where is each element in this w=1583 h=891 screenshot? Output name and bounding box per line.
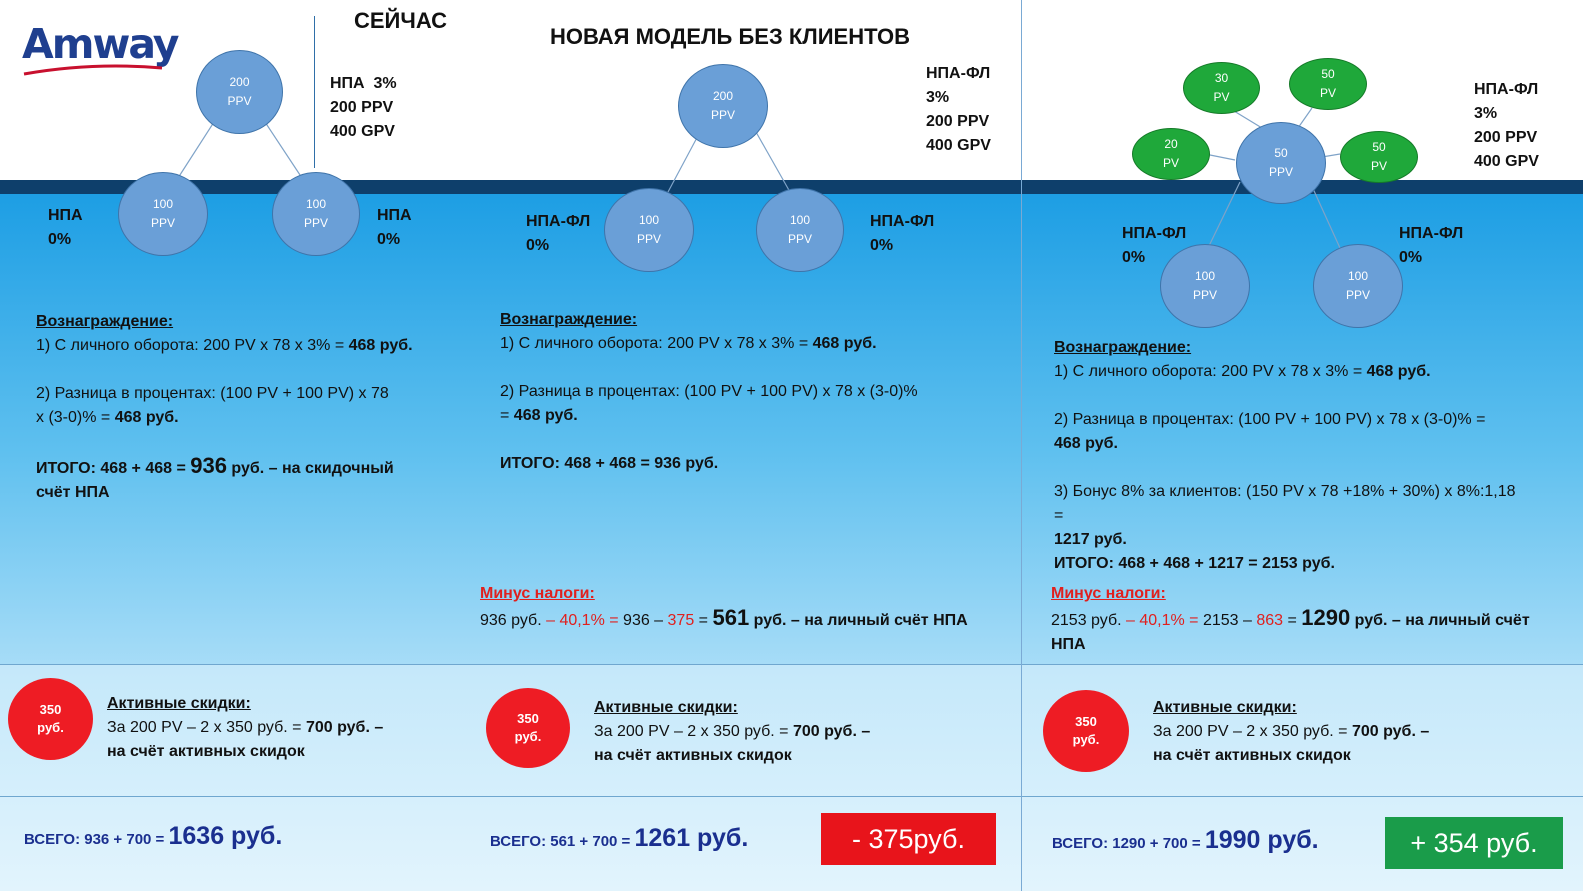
text: 936 – — [618, 612, 668, 629]
tax-amount: 863 — [1256, 612, 1284, 629]
label-line: 400 GPV — [1474, 153, 1539, 170]
value: 700 руб. – — [1351, 723, 1430, 740]
value: 468 руб. — [114, 409, 179, 426]
col1-root-label — [330, 72, 397, 144]
col2-reward-block — [500, 308, 1000, 476]
node-unit: PPV — [1192, 288, 1217, 302]
value: 468 руб. — [1366, 363, 1431, 380]
reward-line-2b — [500, 404, 1000, 428]
reward-line-3c: 1217 руб. — [1054, 531, 1127, 548]
text: 936 руб. — [480, 612, 547, 629]
node-unit: PPV — [1345, 288, 1370, 302]
text: = — [500, 407, 514, 424]
col3-client-node — [1289, 58, 1367, 110]
amway-logo: Amway — [22, 20, 178, 68]
label-line: 3% — [926, 89, 950, 106]
node-unit: PV — [1319, 86, 1336, 100]
label-line: НПА-ФЛ — [1122, 225, 1187, 242]
col3-tax-block — [1051, 582, 1571, 657]
discount-line-2: на счёт активных скидок — [107, 743, 305, 760]
col1-badge — [8, 678, 93, 760]
tax-line — [480, 606, 1020, 633]
total-line: ИТОГО: 468 + 468 + 1217 = 2153 руб. — [1054, 555, 1335, 572]
col3-sum — [1052, 826, 1319, 855]
reward-line-2: 2) Разница в процентах: (100 PV + 100 PV) x 78 x (3-0)% — [500, 383, 918, 400]
value: 468 руб. — [348, 337, 413, 354]
label-line: НПА-ФЛ — [526, 213, 591, 230]
label-line: 200 PPV — [926, 113, 990, 130]
text: ИТОГО: 468 + 468 = — [36, 460, 191, 477]
node-value: 30 — [1214, 71, 1229, 85]
discount-line-1 — [107, 716, 383, 740]
col2-root-label — [926, 62, 991, 158]
label-line: 3% — [1474, 105, 1498, 122]
col3-client-node — [1340, 131, 1418, 183]
value: 1990 руб. — [1204, 826, 1319, 854]
col2-left-label — [526, 210, 590, 258]
text: ВСЕГО: 1290 + 700 = — [1052, 835, 1205, 852]
col1-heading: СЕЙЧАС — [354, 8, 448, 33]
text: 1) С личного оборота: 200 PV x 78 x 3% = — [1054, 363, 1367, 380]
col2-diff-badge: - 375руб. — [821, 813, 996, 865]
col2-right-node — [756, 188, 844, 272]
col3-diff-badge: + 354 руб. — [1385, 817, 1563, 869]
node-unit: PV — [1213, 90, 1230, 104]
label-line: НПА — [48, 207, 83, 224]
reward-title: Вознаграждение: — [1054, 339, 1192, 356]
tax-line — [1051, 606, 1571, 633]
node-value: 100 — [152, 197, 174, 211]
reward-line-1 — [500, 332, 1000, 356]
reward-line-3: 3) Бонус 8% за клиентов: (150 PV x 78 +18% + 30%) x 8%:1,18 — [1054, 483, 1516, 500]
net-value: 1290 — [1301, 605, 1351, 630]
node-value: 100 — [789, 213, 811, 227]
node-unit: PV — [1370, 159, 1387, 173]
value: 1636 руб. — [168, 822, 283, 850]
reward-line-2b — [36, 406, 476, 430]
value: 700 руб. – — [305, 719, 384, 736]
reward-line-1 — [1054, 360, 1574, 384]
node-value: 100 — [305, 197, 327, 211]
badge-unit: руб. — [1072, 732, 1100, 747]
badge-value: 350 — [1075, 714, 1097, 729]
col1-sum — [24, 822, 282, 851]
discount-line-2: на счёт активных скидок — [594, 747, 792, 764]
label-line: НПА-ФЛ — [926, 65, 991, 82]
tax-rate: – 40,1% = — [546, 612, 619, 629]
col2-root-node — [678, 64, 768, 148]
node-value: 100 — [638, 213, 660, 227]
text: 1) С личного оборота: 200 PV x 78 x 3% = — [500, 335, 813, 352]
discount-title: Активные скидки: — [594, 699, 738, 716]
text: = — [694, 612, 713, 629]
reward-title: Вознаграждение: — [500, 311, 638, 328]
col2-sum — [490, 824, 748, 853]
label-line: 200 PPV — [330, 99, 394, 116]
label-line: НПА-ФЛ — [1399, 225, 1464, 242]
col2-left-node — [604, 188, 694, 272]
node-unit: PPV — [710, 108, 735, 122]
col3-client-node — [1132, 128, 1210, 180]
col3-right-node — [1313, 244, 1403, 328]
tax-line-2: НПА — [1051, 636, 1086, 653]
node-value: 200 — [229, 75, 250, 89]
total-line: ИТОГО: 468 + 468 = 936 руб. — [500, 455, 719, 472]
node-value: 20 — [1164, 137, 1178, 151]
value: 1261 руб. — [634, 824, 749, 852]
text: За 200 PV – 2 x 350 руб. = — [1153, 723, 1352, 740]
text: ВСЕГО: 936 + 700 = — [24, 831, 169, 848]
total-line — [36, 454, 476, 481]
discount-line-2: на счёт активных скидок — [1153, 747, 1351, 764]
col3-root-label — [1474, 78, 1539, 174]
tax-amount: 375 — [667, 612, 695, 629]
node-unit: PPV — [227, 94, 252, 108]
reward-line-2b: 468 руб. — [1054, 435, 1118, 452]
node-unit: PPV — [787, 232, 812, 246]
col1-right-node — [272, 172, 360, 256]
node-value: 50 — [1372, 140, 1386, 154]
label-line: 400 GPV — [330, 123, 395, 140]
reward-title: Вознаграждение: — [36, 313, 174, 330]
reward-line-1 — [36, 334, 476, 358]
text: руб. – на личный счёт НПА — [749, 612, 968, 629]
col3-discount-block — [1153, 696, 1429, 768]
label-line: 0% — [526, 237, 550, 254]
node-unit: PPV — [150, 216, 175, 230]
reward-line-3b: = — [1054, 507, 1064, 524]
col3-client-node — [1183, 62, 1260, 114]
node-unit: PV — [1162, 156, 1179, 170]
label-line: 0% — [870, 237, 894, 254]
value: 468 руб. — [812, 335, 877, 352]
badge-unit: руб. — [37, 720, 64, 735]
col2-right-label — [870, 210, 934, 258]
col3-root-node — [1236, 122, 1326, 204]
tax-rate: – 40,1% = — [1126, 612, 1199, 629]
col1-left-label — [48, 204, 83, 252]
text: руб. – на личный счёт — [1350, 612, 1530, 629]
text: За 200 PV – 2 x 350 руб. = — [107, 719, 306, 736]
text: x (3-0)% = — [36, 409, 115, 426]
col1-right-label — [377, 204, 412, 252]
text: ВСЕГО: 561 + 700 = — [490, 833, 635, 850]
label-line: 0% — [48, 231, 72, 248]
discount-title: Активные скидки: — [107, 695, 251, 712]
text: За 200 PV – 2 x 350 руб. = — [594, 723, 793, 740]
tax-title: Минус налоги: — [1051, 585, 1166, 602]
label-line: НПА-ФЛ — [870, 213, 935, 230]
node-value: 50 — [1321, 67, 1335, 81]
label-line: 0% — [1399, 249, 1423, 266]
text: 2153 – — [1198, 612, 1257, 629]
discount-line-1 — [1153, 720, 1429, 744]
label-line: 0% — [1122, 249, 1146, 266]
label-line: НПА-ФЛ — [1474, 81, 1539, 98]
tax-title: Минус налоги: — [480, 585, 595, 602]
col2-heading: НОВАЯ МОДЕЛЬ БЕЗ КЛИЕНТОВ — [550, 24, 910, 49]
label-line: 200 PPV — [1474, 129, 1538, 146]
col2-discount-block — [594, 696, 870, 768]
value: 936 — [190, 453, 227, 478]
col1-left-node — [118, 172, 208, 256]
col3-left-label — [1122, 222, 1186, 270]
reward-line-2: 2) Разница в процентах: (100 PV + 100 PV) x 78 x (3-0)% = — [1054, 411, 1486, 428]
node-value: 200 — [712, 89, 734, 103]
col2-tax-block — [480, 582, 1020, 633]
node-value: 100 — [1347, 269, 1369, 283]
node-unit: PPV — [303, 216, 328, 230]
col2-badge — [486, 688, 570, 768]
col1-root-node — [196, 50, 283, 134]
label-line: 0% — [377, 231, 401, 248]
badge-value: 350 — [39, 702, 62, 717]
col1-discount-block — [107, 692, 383, 764]
badge-value: 350 — [517, 711, 539, 726]
net-value: 561 — [712, 605, 750, 630]
discount-title: Активные скидки: — [1153, 699, 1297, 716]
text: = — [1283, 612, 1302, 629]
value: 700 руб. – — [792, 723, 871, 740]
badge-unit: руб. — [514, 729, 542, 744]
logo-swoosh-icon — [22, 64, 164, 76]
label-line: НПА — [377, 207, 412, 224]
reward-line-2: 2) Разница в процентах: (100 PV + 100 PV) x 78 — [36, 385, 389, 402]
value: 468 руб. — [513, 407, 578, 424]
col3-reward-block — [1054, 336, 1574, 576]
text: руб. – на скидочный — [226, 460, 394, 477]
node-value: 100 — [1194, 269, 1216, 283]
text: 1) С личного оборота: 200 PV x 78 x 3% = — [36, 337, 349, 354]
label-line: НПА 3% — [330, 75, 397, 92]
col1-reward-block — [36, 310, 476, 505]
col3-badge — [1043, 690, 1129, 772]
discount-line-1 — [594, 720, 870, 744]
label-line: 400 GPV — [926, 137, 991, 154]
total-line-2: счёт НПА — [36, 484, 110, 501]
col3-right-label — [1399, 222, 1463, 270]
node-value: 50 — [1274, 146, 1288, 160]
node-unit: PPV — [1268, 165, 1293, 179]
text: 2153 руб. — [1051, 612, 1126, 629]
node-unit: PPV — [636, 232, 661, 246]
